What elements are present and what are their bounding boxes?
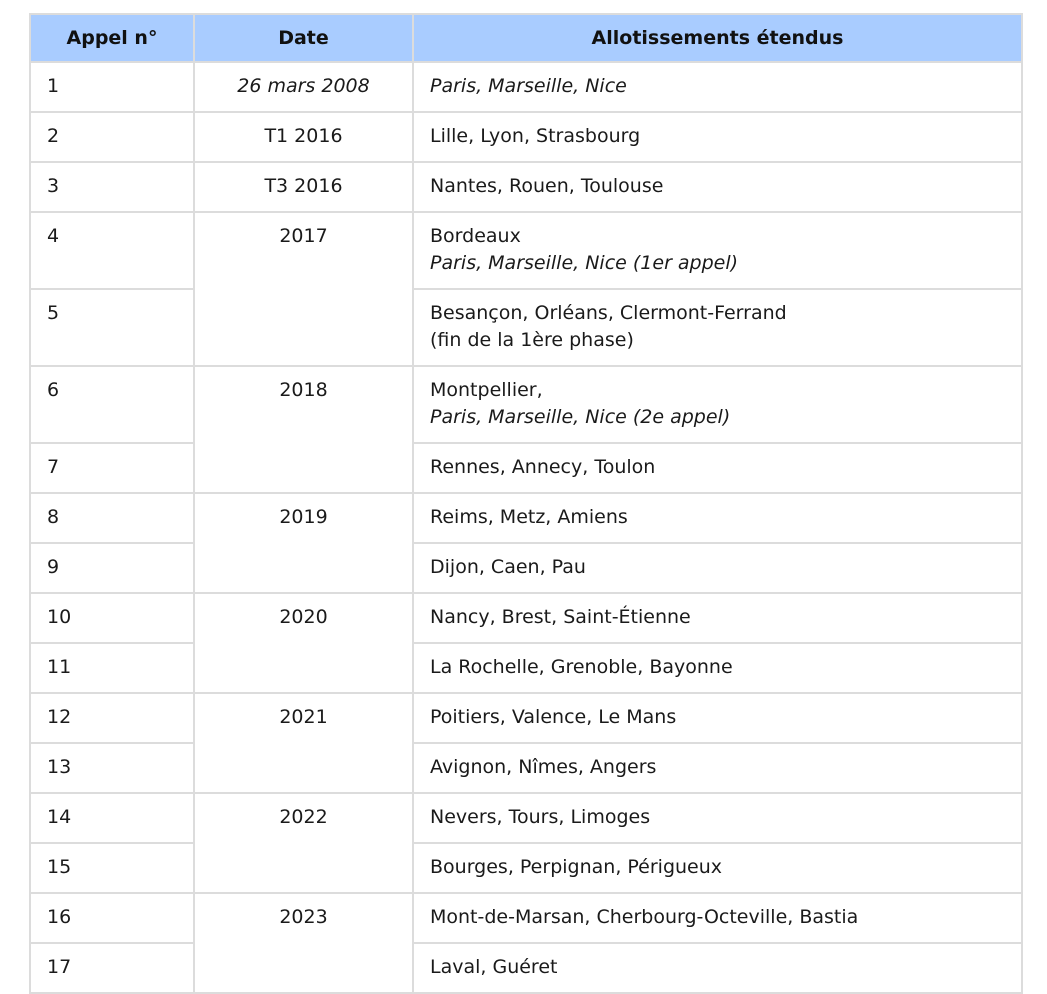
table-row — [30, 643, 1022, 693]
table-row — [30, 843, 1022, 893]
allotissements-cell — [413, 843, 1022, 893]
table-row — [30, 893, 1022, 943]
table-row — [30, 693, 1022, 743]
allotissements-line: Avignon, Nîmes, Angers — [430, 756, 657, 778]
allotissements-line: Paris, Marseille, Nice (1er appel) — [430, 252, 739, 274]
allotissements-line: Nevers, Tours, Limoges — [430, 806, 651, 828]
appel-number-cell: 7 — [30, 443, 194, 493]
appel-number-cell: 6 — [30, 366, 194, 443]
date-cell: 26 mars 2008 — [194, 62, 413, 112]
appel-number-cell: 13 — [30, 743, 194, 793]
date-cell: 2022 — [194, 793, 413, 893]
calls-table — [29, 13, 1023, 994]
allotissements-cell — [413, 443, 1022, 493]
allotissements-cell — [413, 543, 1022, 593]
allotissements-line: Dijon, Caen, Pau — [430, 556, 586, 578]
table-row — [30, 112, 1022, 162]
allotissements-cell — [413, 366, 1022, 443]
table-row — [30, 212, 1022, 289]
appel-number-cell: 17 — [30, 943, 194, 993]
date-cell: 2020 — [194, 593, 413, 693]
table-row — [30, 62, 1022, 112]
allotissements-line: Laval, Guéret — [430, 956, 558, 978]
allotissements-cell — [413, 893, 1022, 943]
allotissements-cell — [413, 943, 1022, 993]
appel-number-cell: 1 — [30, 62, 194, 112]
date-cell: 2019 — [194, 493, 413, 593]
table-row — [30, 289, 1022, 366]
appel-number-cell: 3 — [30, 162, 194, 212]
allotissements-line: Poitiers, Valence, Le Mans — [430, 706, 677, 728]
allotissements-line: Nancy, Brest, Saint-Étienne — [430, 606, 691, 628]
allotissements-cell — [413, 162, 1022, 212]
table-row — [30, 943, 1022, 993]
date-cell: 2017 — [194, 212, 413, 366]
table-body — [30, 62, 1022, 993]
date-cell: 2018 — [194, 366, 413, 493]
table-row — [30, 162, 1022, 212]
allotissements-cell — [413, 289, 1022, 366]
table-row — [30, 366, 1022, 443]
appel-number-cell: 4 — [30, 212, 194, 289]
date-cell: T3 2016 — [194, 162, 413, 212]
allotissements-line: (fin de la 1ère phase) — [430, 329, 634, 351]
allotissements-cell — [413, 62, 1022, 112]
table-row — [30, 593, 1022, 643]
allotissements-line: Bourges, Perpignan, Périgueux — [430, 856, 723, 878]
allotissements-line: Lille, Lyon, Strasbourg — [430, 125, 641, 147]
appel-number-cell: 2 — [30, 112, 194, 162]
table-header — [30, 14, 1022, 62]
allotissements-line: Bordeaux — [430, 225, 521, 247]
appel-number-cell: 8 — [30, 493, 194, 543]
table-row — [30, 493, 1022, 543]
table-row — [30, 793, 1022, 843]
allotissements-line: Mont-de-Marsan, Cherbourg-Octeville, Bastia — [430, 906, 859, 928]
table-row — [30, 743, 1022, 793]
allotissements-line: Paris, Marseille, Nice — [430, 75, 627, 97]
allotissements-cell — [413, 643, 1022, 693]
header-row — [30, 14, 1022, 62]
appel-number-cell: 5 — [30, 289, 194, 366]
header-allotissements: Allotissements étendus — [413, 14, 1022, 62]
appel-number-cell: 10 — [30, 593, 194, 643]
allotissements-cell — [413, 593, 1022, 643]
allotissements-line: Nantes, Rouen, Toulouse — [430, 175, 664, 197]
allotissements-line: Montpellier, — [430, 379, 543, 401]
allotissements-line: Paris, Marseille, Nice (2e appel) — [430, 406, 731, 428]
allotissements-cell — [413, 112, 1022, 162]
date-cell: 2023 — [194, 893, 413, 993]
table-row — [30, 543, 1022, 593]
allotissements-line: Besançon, Orléans, Clermont-Ferrand — [430, 302, 787, 324]
date-cell: 2021 — [194, 693, 413, 793]
appel-number-cell: 12 — [30, 693, 194, 743]
appel-number-cell: 9 — [30, 543, 194, 593]
allotissements-cell — [413, 212, 1022, 289]
table-row — [30, 443, 1022, 493]
appel-number-cell: 15 — [30, 843, 194, 893]
allotissements-cell — [413, 743, 1022, 793]
appel-number-cell: 14 — [30, 793, 194, 843]
allotissements-line: Reims, Metz, Amiens — [430, 506, 628, 528]
header-date: Date — [194, 14, 413, 62]
allotissements-line: La Rochelle, Grenoble, Bayonne — [430, 656, 733, 678]
date-cell: T1 2016 — [194, 112, 413, 162]
appel-number-cell: 11 — [30, 643, 194, 693]
allotissements-cell — [413, 493, 1022, 543]
header-appel: Appel n° — [30, 14, 194, 62]
appel-number-cell: 16 — [30, 893, 194, 943]
allotissements-cell — [413, 693, 1022, 743]
allotissements-cell — [413, 793, 1022, 843]
allotissements-line: Rennes, Annecy, Toulon — [430, 456, 656, 478]
